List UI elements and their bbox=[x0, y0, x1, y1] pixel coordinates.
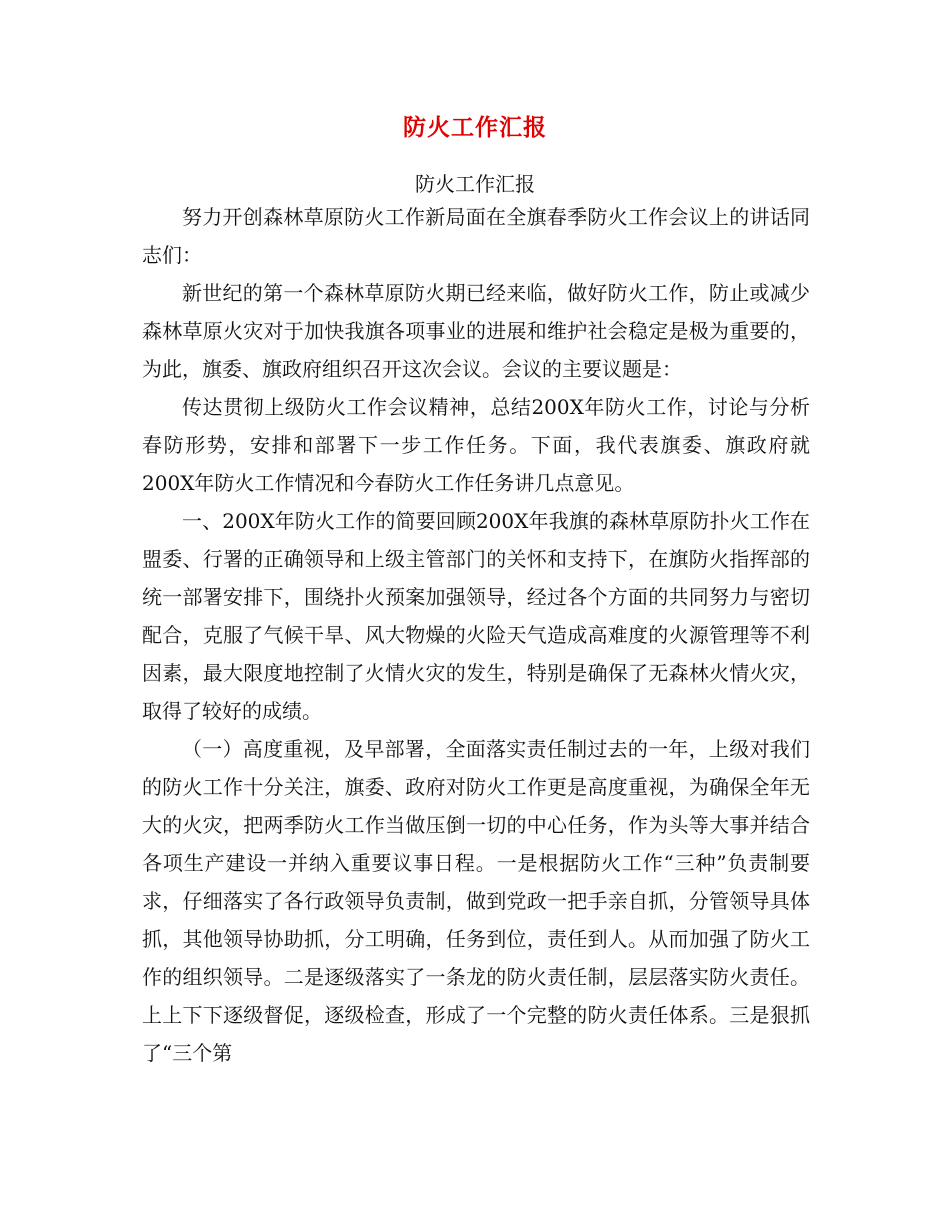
paragraph-greeting: 努力开创森林草原防火工作新局面在全旗春季防火工作会议上的讲话同志们： bbox=[142, 205, 810, 267]
document-subtitle: 防火工作汇报 bbox=[415, 172, 535, 196]
document-title: 防火工作汇报 bbox=[403, 114, 547, 141]
document-body bbox=[142, 198, 810, 1072]
paragraph-agenda: 传达贯彻上级防火工作会议精神，总结200X年防火工作，讨论与分析春防形势，安排和部署下一步工作任务。下面，我代表旗委、旗政府就200X年防火工作情况和今春防火工作任务讲几点意见。 bbox=[142, 395, 810, 495]
paragraph-intro: 新世纪的第一个森林草原防火期已经来临，做好防火工作，防止或减少森林草原火灾对于加快我旗各项事业的进展和维护社会稳定是极为重要的，为此，旗委、旗政府组织召开这次会议。会议的主要议题是： bbox=[142, 281, 810, 381]
paragraph-review: 一、200X年防火工作的简要回顾200X年我旗的森林草原防扑火工作在盟委、行署的正确领导和上级主管部门的关怀和支持下，在旗防火指挥部的统一部署安排下，围绕扑火预案加强领导，经过各个方面的共同努力与密切配合，克服了气候干旱、风大物燥的火险天气造成高难度的火源管理等不利因素，最大限度地控制了火情火灾的发生，特别是确保了无森林火情火灾，取得了较好的成绩。 bbox=[142, 509, 810, 723]
paragraph-responsibility: （一）高度重视，及早部署，全面落实责任制过去的一年，上级对我们的防火工作十分关注，旗委、政府对防火工作更是高度重视，为确保全年无大的火灾，把两季防火工作当做压倒一切的中心任务，作为头等大事并结合各项生产建设一并纳入重要议事日程。一是根据防火工作“三种”负责制要求，仔细落实了各行政领导负责制，做到党政一把手亲自抓，分管领导具体抓，其他领导协助抓，分工明确，任务到位，责任到人。从而加强了防火工作的组织领导。二是逐级落实了一条龙的防火责任制，层层落实防火责任。上上下下逐级督促，逐级检查，形成了一个完整的防火责任体系。三是狠抓了“三个第 bbox=[142, 737, 810, 1065]
